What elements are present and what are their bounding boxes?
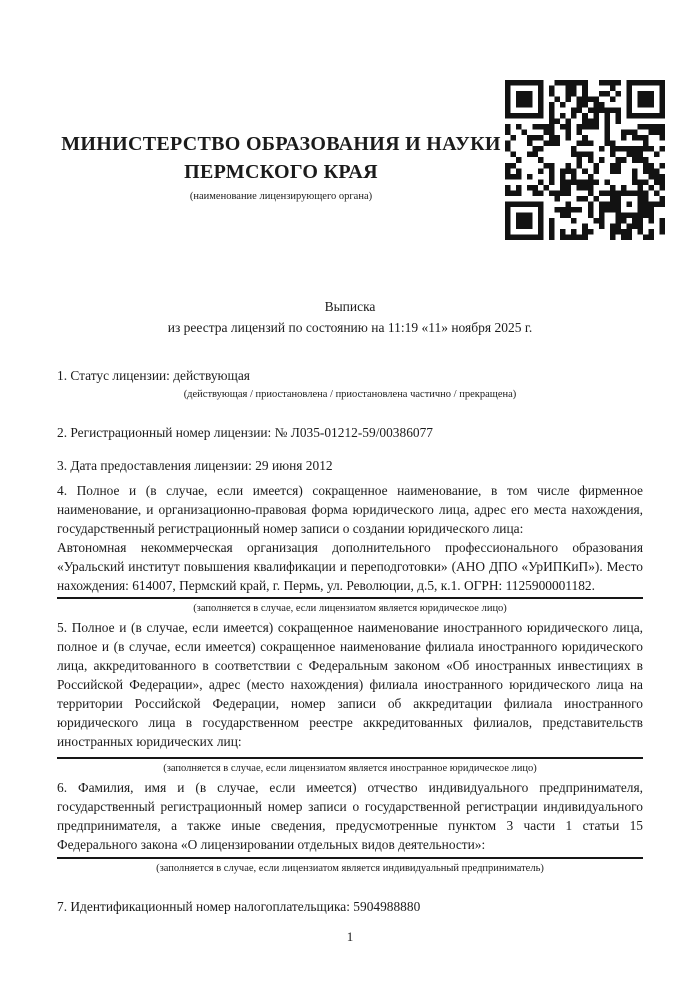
legal-entity-caption: (заполняется в случае, если лицензиатом является юридическое лицо)	[193, 603, 507, 614]
item-license-status	[57, 366, 643, 401]
document-title	[57, 297, 643, 338]
legal-entity-value: Автономная некоммерческая организация дополнительного профессионального образования «Уральский институт повышения квалификации и переподготовки» (АНО ДПО «УрИПКиП»). Место нахождения: 614007, Пермский край, г. Пермь, ул. Революции, д.5, к.1. ОГРН: 1125900001182.	[57, 540, 643, 593]
qr-code-icon	[505, 80, 665, 240]
fill-line	[57, 757, 643, 759]
license-status-text: 1. Статус лицензии: действующая	[57, 368, 250, 383]
fill-line	[57, 597, 643, 599]
foreign-entity-caption: (заполняется в случае, если лицензиатом является иностранное юридическое лицо)	[163, 763, 537, 774]
item-registration-number	[57, 423, 643, 442]
legal-entity-heading: 4. Полное и (в случае, если имеется) сокращенное наименование, в том числе фирменное наименование, и организационно-правовая форма юридического лица, адрес его места нахождения, государственный регистрационный номер записи о создании юридического лица:	[57, 483, 643, 536]
document-title-line2: из реестра лицензий по состоянию на 11:19 «11» ноября 2025 г.	[167, 319, 533, 335]
item-legal-entity	[57, 481, 643, 615]
ministry-name-line2: ПЕРМСКОГО КРАЯ	[184, 161, 378, 183]
item-foreign-entity	[57, 618, 643, 775]
license-status-caption: (действующая / приостановлена / приостановлена частично / прекращена)	[183, 389, 517, 400]
item-license-date	[57, 456, 643, 475]
ministry-name-line1: МИНИСТЕРСТВО ОБРАЗОВАНИЯ И НАУКИ	[61, 133, 501, 155]
registration-number-text: 2. Регистрационный номер лицензии: № Л035-01212-59/00386077	[57, 425, 433, 440]
entrepreneur-heading: 6. Фамилия, имя и (в случае, если имеется) отчество индивидуального предпринимателя, государственный регистрационный номер записи о государственной регистрации индивидуального предпринимателя, а также иные сведения, предусмотренные пунктом 3 части 1 статьи 15 Федерального закона «О лицензировании отдельных видов деятельности»:	[57, 780, 643, 852]
item-individual-entrepreneur	[57, 778, 643, 875]
taxpayer-number-text: 7. Идентификационный номер налогоплательщика: 5904988880	[57, 899, 421, 914]
foreign-entity-heading: 5. Полное и (в случае, если имеется) сокращенное наименование иностранного юридического лица, полное и (в случае, если имеется) сокращенное наименование филиала иностранного юридического лица, аккредитованного в соответствии с Федеральным законом «Об иностранных инвестициях в Российской Федерации», адрес (место нахождения) филиала иностранного юридического лица на территории Российской Федерации, номер записи об аккредитации филиала иностранного юридического лица в государственном реестре аккредитованных филиалов, представительств иностранных юридических лиц:	[57, 620, 643, 749]
licensing-authority-header	[57, 130, 505, 203]
entrepreneur-caption: (заполняется в случае, если лицензиатом является индивидуальный предприниматель)	[156, 863, 544, 874]
ministry-caption: (наименование лицензирующего органа)	[189, 191, 373, 202]
page-number: 1	[346, 929, 354, 944]
license-date-text: 3. Дата предоставления лицензии: 29 июня 2012	[57, 458, 333, 473]
fill-line	[57, 857, 643, 859]
item-taxpayer-number	[57, 897, 643, 916]
document-title-line1: Выписка	[324, 299, 376, 314]
